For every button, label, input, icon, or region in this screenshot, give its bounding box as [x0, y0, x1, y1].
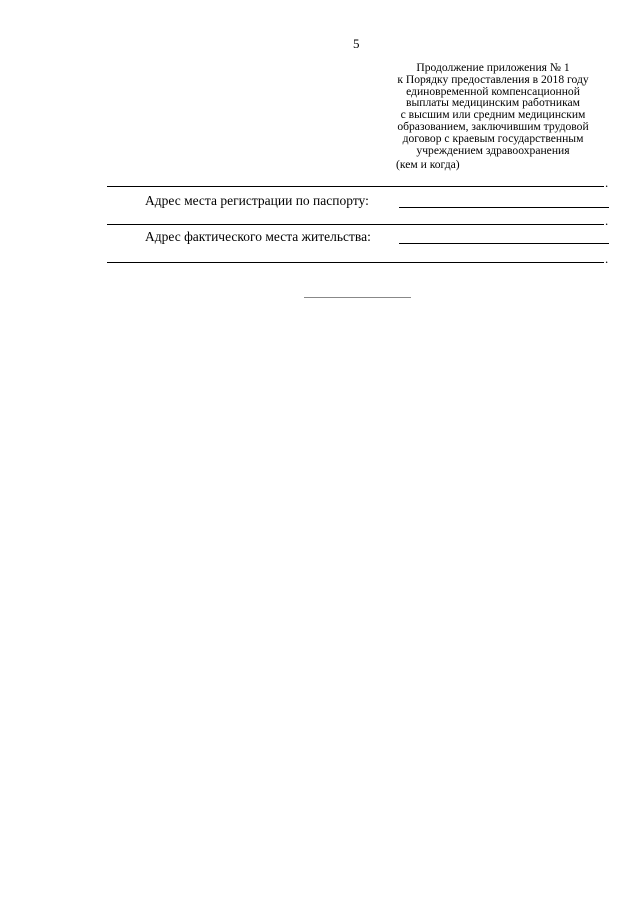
- actual-address-input-line[interactable]: [399, 243, 609, 244]
- header-line: Продолжение приложения № 1: [416, 61, 570, 74]
- header-line: образованием, заключившим трудовой: [397, 119, 589, 133]
- header-line: выплаты медицинским работникам: [405, 96, 581, 110]
- line-end-mark: .: [605, 251, 609, 266]
- appendix-header: [378, 62, 608, 156]
- header-line: единовременной компенсационной: [406, 84, 580, 98]
- header-line: с высшим или средним медицинским: [400, 108, 586, 122]
- actual-address-label: Адрес фактического места жительства:: [145, 229, 371, 244]
- end-separator: [304, 297, 411, 298]
- header-line: договор с краевым государственным: [402, 131, 584, 145]
- page-number: 5: [353, 36, 360, 51]
- issued-by-hint: (кем и когда): [396, 158, 460, 171]
- registration-address-label: Адрес места регистрации по паспорту:: [145, 193, 369, 208]
- line-end-mark: .: [605, 213, 609, 228]
- registration-address-input-line[interactable]: [399, 207, 609, 208]
- header-line: учреждением здравоохранения: [416, 143, 570, 157]
- registration-address-continuation-line[interactable]: [107, 224, 604, 225]
- actual-address-continuation-line[interactable]: [107, 262, 604, 263]
- issued-by-fill-line[interactable]: [107, 186, 604, 187]
- header-line: к Порядку предоставления в 2018 году: [397, 72, 589, 86]
- line-end-mark: .: [605, 175, 609, 190]
